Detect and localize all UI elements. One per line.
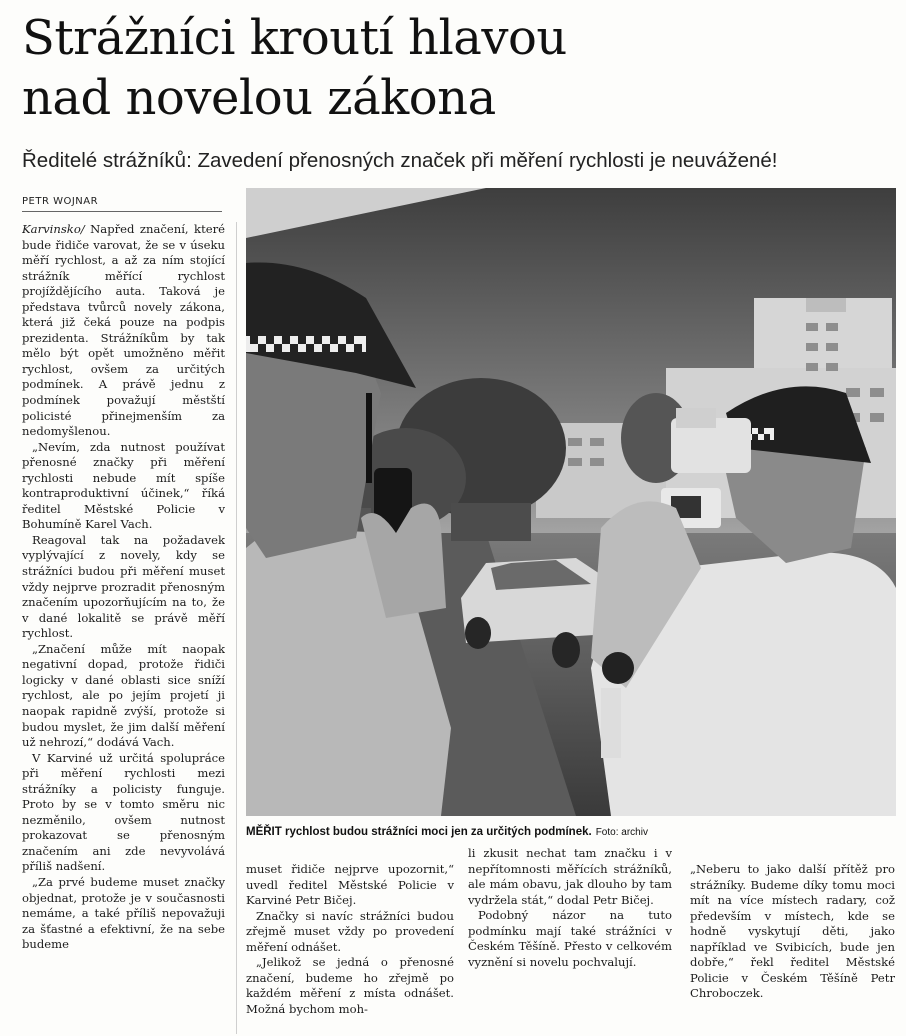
paragraph: „Značení může mít naopak negativní dopad, protože řidiči logicky v dané oblasti sice sníží rychlost, ale po jejím projetí ji naopak rapidně zvýší, protože si budou myslet, že jim další měření už nehrozí,“ dodává Vach. [22,641,225,750]
headline [22,8,892,128]
paragraph: „Neberu to jako další přítěž pro strážníky. Budeme díky tomu moci mít na více místech radary, což především v místech, kde se hodně vyskytují děti, jako například ve Svibicích, bude jen dobře,“ řekl ředitel Městské Policie v Českém Těšíně Petr Chroboczek. [690,862,895,1001]
dateline-place: Karvinsko/ [22,222,85,236]
headline-line-1: Strážníci kroutí hlavou [22,10,567,66]
paragraph: muset řidiče nejprve upozornit,“ uvedl ředitel Městské Policie v Karviné Petr Bičej. [246,862,454,908]
byline: PETR WOJNAR [22,196,222,212]
paragraph: „Nevím, zda nutnost používat přenosné značky při měření rychlosti nebude mít spíše kontraproduktivní účinek,“ říká ředitel Městské Policie v Bohumíně Karel Vach. [22,439,225,532]
police-radar-photo [246,188,896,816]
paragraph [22,222,225,440]
paragraph: Značky si navíc strážníci budou zřejmě muset vždy po provedení měření odnášet. [246,908,454,954]
paragraph: li zkusit nechat tam značku i v nepřítomnosti měřících strážníků, ale mám obavu, jak dlouho by tam vydržela stát,“ dodal Petr Bičej. [468,846,672,907]
photo-caption [246,826,896,838]
photo-illustration [246,188,896,816]
paragraph: Podobný názor na tuto podmínku mají také strážníci v Českém Těšíně. Přesto v celkovém vyznění si novelu pochvalují. [468,908,672,969]
article-column-3 [468,846,672,1034]
article-column-2 [246,862,454,1034]
paragraph-text: Napřed značení, které bude řidiče varovat, že se v úseku měří rychlost, a až za ním stojící strážník měřící rychlost projíždějícího auta. Taková je představa tvůrců novely zákona, která již čeká pouze na podpis prezidenta. Strážníkům by tak mělo být opět umožněno měřit rychlost, ovšem za určitých podmínek. A právě jednu z podmínek považují městští policisté přinejmenším za nedomyšlenou. [22,222,225,439]
subheadline: Ředitelé strážníků: Zavedení přenosných značek při měření rychlosti je neuvážené! [22,149,778,172]
article-column-1 [22,222,225,1034]
photo-credit: Foto: archiv [595,827,648,838]
caption-text: MĚŘIT rychlost budou strážníci moci jen za určitých podmínek. [246,826,592,838]
paragraph: „Za prvé budeme muset značky objednat, protože je v současnosti nemáme, a také příliš nepovažuji za šťastné a efektivní, že na sebe budeme [22,874,225,952]
paragraph: Reagoval tak na požadavek vyplývající z novely, kdy se strážníci budou při měření muset vždy nejprve prozradit přenosným značením upozorňujícím na to, že v dané lokalitě se právě měří rychlost. [22,532,225,641]
paragraph: „Jelikož se jedná o přenosné značení, budeme ho zřejmě po každém měření z místa odnášet. Možná bychom moh- [246,955,454,1016]
article-column-4 [690,862,895,1034]
paragraph: V Karviné už určitá spolupráce při měření rychlosti mezi strážníky a policisty funguje. Proto by se v tomto směru nic nezměnilo, ovšem nutnost prokazovat se přenosným značením ani zde nevyvolává příliš nadšení. [22,750,225,874]
column-divider [236,222,237,1034]
headline-line-2: nad novelou zákona [22,70,496,126]
